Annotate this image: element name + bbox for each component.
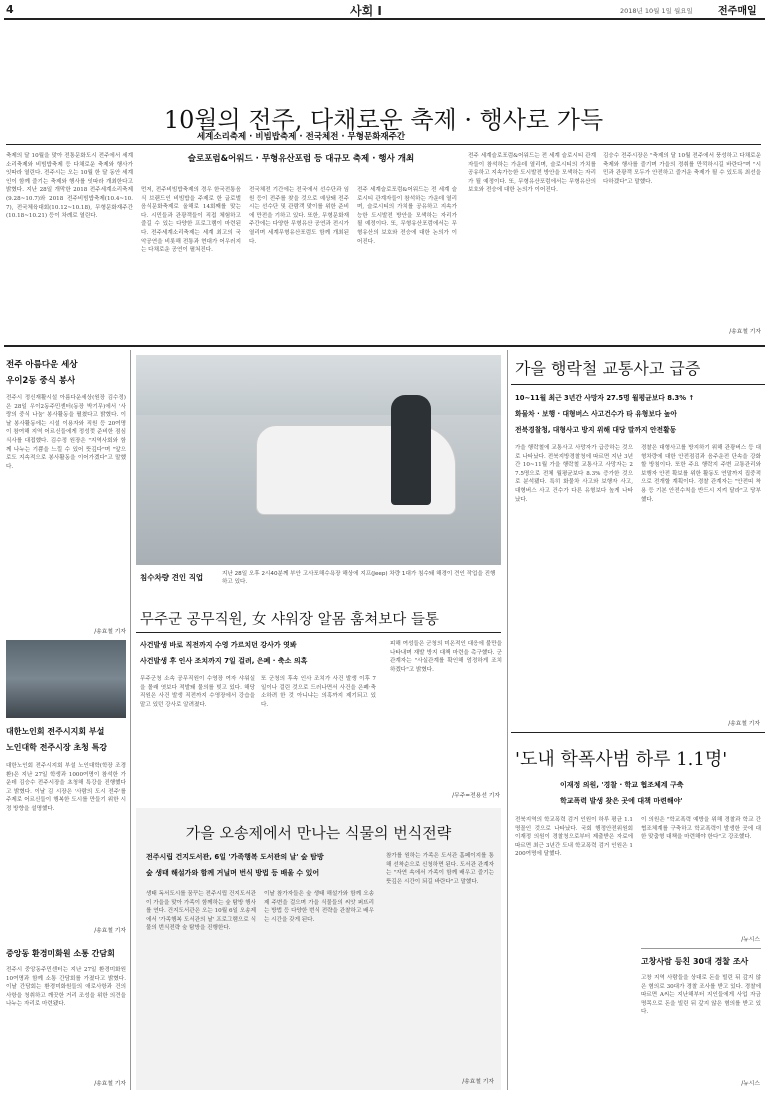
s3-byline: /송효철 기자 bbox=[94, 1081, 126, 1087]
top-col-5: 전주 세계슬로포럼&어워드는 전 세계 슬로시티 관계자들이 참석하는 가운데 열리며, 슬로시티의 가치를 공유하고 지속가능한 도시발전 방안을 모색하는 자리가 될 예정이다. 또, 무형유산포럼에서는 무형유산의 보호와 전승에 대한 논의가 이어진다. bbox=[468, 153, 596, 194]
top-col-3: 전국체전 기간에는 전국에서 선수단과 임원 등이 전주를 찾을 것으로 예상돼 전주시는 선수단 및 관람객 맞이를 위한 준비에 만전을 기하고 있다. 또한, 무형문화재주간에는 다양한 무형유산 공연과 전시가 열리며 세계무형유산포럼도 함께 개최된다. bbox=[249, 187, 349, 245]
traffic-sub-1: 10~11월 최근 3년간 사망자 27.5명 월평균보다 8.3% ↑ bbox=[515, 394, 695, 402]
muju-col-3: 피해 여성들은 군청의 미온적인 대응에 불만을 나타내며 재발 방지 대책 마련을 촉구했다. 군 관계자는 "사실관계를 확인해 엄정하게 조치하겠다"고 밝혔다. bbox=[390, 641, 502, 673]
traffic-bottom-rule bbox=[511, 732, 765, 733]
autumn-col-1: 생태 독서도시를 꿈꾸는 전주시립 건지도서관이 가을을 맞아 가족이 함께하는 숲 탐방 행사를 연다. 건지도서관은 오는 10월 6일 오송제에서 '가족행복 도서관의 날' 프로그램으로 식물의 번식전략 숲 탐방을 진행한다. bbox=[146, 891, 256, 932]
top-col-1: 축제의 달 10월을 맞아 전통문화도시 전주에서 세계소리축제와 비빔밥축제 등 다채로운 축제와 행사가 잇따라 열린다. 전주시는 오는 10월 한 달 동안 세계인이 함께 즐기는 축제와 행사를 잇따라 개최한다고 밝혔다. 지난 28일 개막한 2018 전주세계소리축제(9.28~10.7)와 2018 전주비빔밥축제(10.4~10.7), 전국체육대회(10.12~10.18), 무형문화재주간(10.18~10.21) 등이 차례로 열린다. bbox=[6, 153, 133, 220]
s2-title: 대한노인회 전주시지회 부설 bbox=[6, 727, 105, 736]
person-shape bbox=[391, 395, 431, 505]
gochang-body: 고창 지역 사람들을 상대로 돈을 빌린 뒤 갚지 않은 혐의로 30대가 경찰 조사를 받고 있다. 경찰에 따르면 A씨는 지난해부터 지인들에게 사업 자금 명목으로 돈을 빌린 뒤 갚지 않은 혐의를 받고 있다. bbox=[641, 975, 761, 1016]
gochang-headline: 고창사람 등친 30대 경찰 조사 bbox=[641, 957, 749, 966]
s2-body: 대한노인회 전주시지회 부설 노인대학(학장 조경환)은 지난 27일 학생과 1000여명이 참석한 가운데 김승수 전주시장을 초청해 특강을 진행했다고 밝혔다. 이날 김 시장은 '사람의 도시 전주'를 주제로 어르신들이 행복한 도시를 만들기 위한 시정 방향을 설명했다. bbox=[6, 763, 126, 812]
school-sub-2: 학교폭력 발생 찾은 곳에 대책 마련해야' bbox=[560, 797, 683, 805]
s2-sub: 노인대학 전주시장 초청 특강 bbox=[6, 743, 108, 752]
traffic-headline: 가을 행락철 교통사고 급증 bbox=[515, 359, 701, 378]
top-headline: 10월의 전주, 다채로운 축제 · 행사로 가득 bbox=[163, 106, 604, 134]
muju-col-1: 무주군청 소속 공무직원이 수영장 여자 샤워실을 몰래 엿보다 적발돼 물의를 빚고 있다. 해당 직원은 사건 발생 직전까지 수영장에서 강습을 맡고 있던 강사로 알려졌다. bbox=[140, 676, 255, 708]
masthead-rule bbox=[4, 18, 765, 20]
left-column bbox=[6, 350, 126, 1095]
s1-byline: /송효철 기자 bbox=[94, 629, 126, 635]
issue-date: 2018년 10월 1일 월요일 bbox=[620, 7, 693, 15]
s1-title: 전주 아름다운 세상 bbox=[6, 360, 78, 370]
top-byline: /송효철 기자 bbox=[729, 329, 761, 335]
top-col-4: 전주 세계슬로포럼&어워드는 전 세계 슬로시티 관계자들이 참석하는 가운데 열리며, 슬로시티의 가치를 공유하고 지속가능한 도시발전 방안을 모색하는 자리가 될 예정이다. 또, 무형유산포럼에서는 무형유산의 보호와 전승에 대한 논의가 이어진다. bbox=[357, 187, 457, 245]
gochang-byline: /뉴시스 bbox=[741, 1081, 760, 1087]
paper-name: 전주매일 bbox=[718, 6, 757, 17]
autumn-col-2: 이날 참가자들은 숲 생태 해설가와 함께 오송제 주변을 걸으며 가을 식물들의 씨앗 퍼뜨리는 방법 등 다양한 번식 전략을 관찰하고 배우는 시간을 갖게 된다. bbox=[264, 891, 374, 923]
autumn-sub-1: 전주시립 건지도서관, 6일 '가족행복 도서관의 날' 숲 탐방 bbox=[146, 853, 324, 861]
lecture-photo bbox=[6, 640, 126, 718]
section-label: 사회 I bbox=[350, 4, 382, 18]
school-byline: /뉴시스 bbox=[741, 937, 760, 943]
traffic-sub-2: 화물차 · 보행 · 대형버스 사고건수가 타 유형보다 높아 bbox=[515, 410, 677, 418]
school-gochang-rule bbox=[641, 948, 761, 949]
muju-rule bbox=[136, 632, 501, 633]
page-number: 4 bbox=[6, 3, 14, 16]
traffic-col-2: 경찰은 대형사고를 방지하기 위해 관광버스 등 대형차량에 대한 안전점검과 음주운전 단속을 강화할 방침이다. 또한 주요 행락지 주변 교통관리와 보행자 안전 확보를 위한 활동도 연말까지 집중적으로 전개할 계획이다. 경찰 관계자는 "안전띠 착용 등 기본 안전수칙을 반드시 지켜 달라"고 당부했다. bbox=[641, 445, 761, 503]
top-story bbox=[6, 60, 761, 340]
s1-body: 전주시 정신재활시설 아름다운세상(원장 김수정)은 28일 우이2동주민센터(동장 박기무)에서 '사랑의 중식 나눔' 봉사활동을 펼쳤다고 밝혔다. 이날 봉사활동에는 시설 이용자와 직원 등 20여명이 참여해 지역 어르신들에게 정성껏 준비한 점심식사를 대접했다. 김수정 원장은 "지역사회와 함께 나누는 기쁨을 느낄 수 있어 뜻깊다"며 "앞으로도 지속적으로 봉사활동을 이어가겠다"고 말했다. bbox=[6, 395, 126, 470]
top-sub-1: 세계소리축제 · 비빔밥축제 · 전국체전 · 무형문화재주간 bbox=[196, 132, 406, 142]
top-col-6: 김승수 전주시장은 "축제의 달 10월 전주에서 풍성하고 다채로운 축제와 행사를 즐기며 가을의 정취를 만끽하시길 바란다"며 "시민과 관광객 모두가 안전하고 즐거운 축제가 될 수 있도록 최선을 다하겠다"고 말했다. bbox=[603, 153, 761, 185]
flood-photo bbox=[136, 355, 501, 565]
mid-col-separator bbox=[507, 350, 508, 1090]
autumn-byline: /송효철 기자 bbox=[462, 1079, 494, 1085]
top-bottom-rule bbox=[4, 345, 765, 347]
muju-sub-2: 사건발생 후 인사 조치까지 7일 걸려, 은폐 · 축소 의혹 bbox=[140, 657, 308, 665]
top-sub-2: 슬로포럼&어워드 · 무형유산포럼 등 대규모 축제 · 행사 개최 bbox=[187, 154, 415, 164]
school-col-1: 전북지역의 학교폭력 검거 인원이 하루 평균 1.1명꼴인 것으로 나타났다. 국회 행정안전위원회 이재정 의원이 경찰청으로부터 제출받은 자료에 따르면 최근 3년간 도내 학교폭력 검거 인원은 1200여명에 달했다. bbox=[515, 817, 633, 858]
top-headline-rule bbox=[6, 144, 761, 145]
autumn-box bbox=[136, 808, 501, 1090]
muju-headline: 무주군 공무직원, 女 샤워장 알몸 훔쳐보다 들통 bbox=[140, 612, 439, 628]
muju-col-2: 또 군청의 후속 인사 조치가 사건 발생 이후 7일이나 걸린 것으로 드러나면서 사건을 은폐·축소하려 한 것 아니냐는 의혹까지 제기되고 있다. bbox=[261, 676, 376, 708]
school-sub-1: 이재정 의원, '경찰 · 학교 협조체계 구축 bbox=[560, 781, 684, 789]
autumn-headline: 가을 오송제에서 만나는 식물의 번식전략 bbox=[185, 824, 452, 842]
s3-title: 중앙동 환경미화원 소통 간담회 bbox=[6, 949, 115, 958]
traffic-sub-3: 전북경찰청, 대형사고 방지 위해 대당 말까지 안전활동 bbox=[515, 426, 677, 434]
traffic-col-1: 가을 행락철에 교통사고 사망자가 급증하는 것으로 나타났다. 전북지방경찰청에 따르면 지난 3년간 10~11월 가을 행락철 교통사고 사망자는 27.5명으로 전체 월평균보다 8.3% 증가한 것으로 분석됐다. 특히 화물차 사고와 보행자 사고, 대형버스 사고 건수가 다른 유형보다 높게 나타났다. bbox=[515, 445, 633, 503]
autumn-sub-2: 숲 생태 해설가와 함께 거닐며 번식 방법 등 배울 수 있어 bbox=[146, 869, 320, 877]
autumn-col-3: 참가를 원하는 가족은 도서관 홈페이지를 통해 선착순으로 신청하면 된다. 도서관 관계자는 "자연 속에서 가족이 함께 배우고 즐기는 뜻깊은 시간이 되길 바란다"고 말했다. bbox=[386, 853, 494, 885]
photo-caption-label: 침수차량 견인 직업 bbox=[140, 573, 204, 582]
school-headline: '도내 학폭사범 하루 1.1명' bbox=[515, 749, 728, 770]
school-col-2: 이 의원은 "학교폭력 예방을 위해 경찰과 학교 간 협조체계를 구축하고 학교폭력이 발생한 곳에 대한 맞춤형 대책을 마련해야 한다"고 강조했다. bbox=[641, 817, 761, 841]
muju-byline: /무주=전용선 기자 bbox=[452, 793, 500, 799]
s1-sub: 우이2동 중식 봉사 bbox=[6, 376, 76, 386]
top-col-2: 먼저, 전주비빔밥축제의 경우 한국전통음식 브랜드인 비빔밥을 주제로 한 글로벌 음식문화축제로 올해로 14회째를 맞는다. 시민들과 관광객들이 직접 체험하고 즐길 수 있는 다양한 프로그램이 마련된다. 전주세계소리축제는 세계 최고의 국악공연을 비롯해 전통과 현대가 어우러지는 다채로운 공연이 펼쳐진다. bbox=[141, 187, 241, 254]
left-col-separator bbox=[130, 350, 131, 1090]
traffic-rule bbox=[511, 384, 765, 385]
muju-sub-1: 사건발생 바로 직전까지 수영 가르치던 강사가 엿봐 bbox=[140, 641, 297, 649]
s2-byline: /송효철 기자 bbox=[94, 928, 126, 934]
s3-body: 전주시 중앙동주민센터는 지난 27일 환경미화원 10여명과 함께 소통 간담회를 가졌다고 밝혔다. 이날 간담회는 환경미화원들의 애로사항과 건의사항을 청취하고 깨끗한 거리 조성을 위한 의견을 나누는 자리로 마련됐다. bbox=[6, 967, 126, 1008]
photo-caption: 지난 28일 오후 2시40분께 부안 고사포해수욕장 해상에 지프(Jeep) 차량 1대가 침수돼 해경이 견인 작업을 진행하고 있다. bbox=[222, 571, 496, 585]
traffic-byline: /송효철 기자 bbox=[728, 721, 760, 727]
